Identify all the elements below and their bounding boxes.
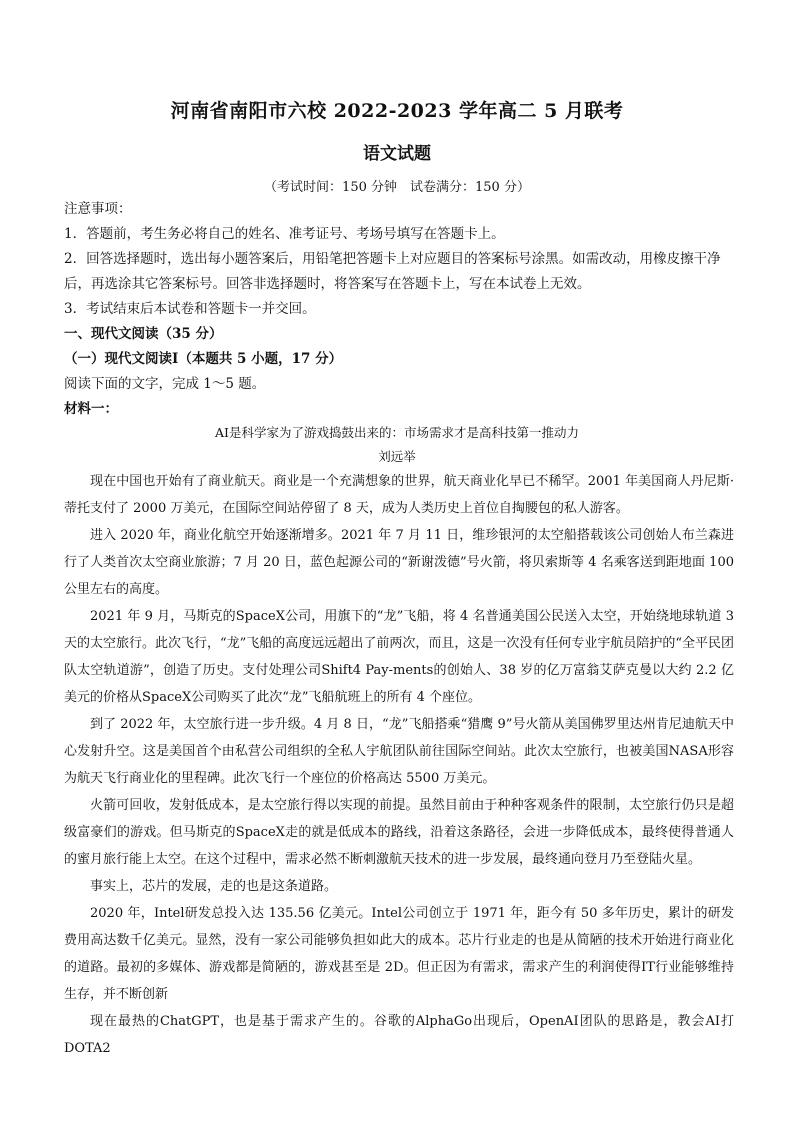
article-paragraph: 进入 2020 年，商业化航空开始逐渐增多。2021 年 7 月 11 日，维珍银河的太空船搭载该公司创始人布兰森进行了人类首次太空商业旅游；7 月 20 日，蓝色起源公司的“新谢泼德”号火箭，将贝索斯等 4 名乘客送到距地面 100 公里左右的高度。: [64, 528, 734, 597]
notice-item-1: 1．答题前，考生务必将自己的姓名、准考证号、考场号填写在答题卡上。: [64, 226, 505, 242]
article-paragraph: 到了 2022 年，太空旅行进一步升级。4 月 8 日，“龙”飞船搭乘“猎鹰 9”号火箭从美国佛罗里达州肯尼迪航天中心发射升空。这是美国首个由私营公司组织的全私人宇航团队前往国际空间站。此次太空旅行，也被美国NASA形容为航天飞行商业化的里程碑。此次飞行一个座位的价格高达 5500 万美元。: [64, 717, 734, 786]
article-paragraph: 事实上，芯片的发展，走的也是这条道路。: [90, 879, 338, 894]
exam-title: 河南省南阳市六校 2022-2023 学年高二 5 月联考: [170, 100, 624, 122]
article-author: 刘远举: [378, 449, 416, 464]
article-paragraph: 现在中国也开始有了商业航天。商业是一个充满想象的世界，航天商业化早已不稀罕。2001 年美国商人丹尼斯·蒂托支付了 2000 万美元，在国际空间站停留了 8 天，成为人类历史上首位自掏腰包的私人游客。: [64, 474, 734, 516]
article-paragraph: 火箭可回收，发射低成本，是太空旅行得以实现的前提。虽然目前由于种种客观条件的限制，太空旅行仍只是超级富豪们的游戏。但马斯克的SpaceX走的就是低成本的路线，沿着这条路径，会进一步降低成本，最终使得普通人的蜜月旅行能上太空。在这个过程中，需求必然不断刺激航天技术的进一步发展，最终通向登月乃至登陆火星。: [64, 798, 734, 867]
section-sub-heading: （一）现代文阅读I（本题共 5 小题，17 分）: [64, 351, 343, 367]
article-paragraph: 现在最热的ChatGPT，也是基于需求产生的。谷歌的AlphaGo出现后，OpenAI团队的思路是，教会AI打DOTA2: [64, 1014, 734, 1056]
article-paragraph: 2020 年，Intel研发总投入达 135.56 亿美元。Intel公司创立于 1971 年，距今有 50 多年历史，累计的研发费用高达数千亿美元。显然，没有一家公司能够负担如此大的成本。芯片行业走的也是从简陋的技术开始进行商业化的道路。最初的多媒体、游戏都是简陋的，游戏甚至是 2D。但正因为有需求，需求产生的利润使得IT行业能够维持生存，并不断创新: [64, 906, 734, 1002]
material-label: 材料一：: [64, 401, 118, 417]
article-title: AI是科学家为了游戏捣鼓出来的：市场需求才是高科技第一推动力: [215, 425, 579, 440]
exam-subject-title: 语文试题: [363, 144, 431, 164]
notice-heading: 注意事项：: [64, 201, 132, 217]
article-body: [64, 468, 734, 1062]
section-heading: 一、现代文阅读（35 分）: [64, 326, 223, 342]
exam-duration-info: （考试时间：150 分钟 试卷满分：150 分）: [264, 180, 530, 195]
article-paragraph: 2021 年 9 月，马斯克的SpaceX公司，用旗下的“龙”飞船，将 4 名普通美国公民送入太空，开始绕地球轨道 3 天的太空旅行。此次飞行，“龙”飞船的高度远远超出了前两次，而且，这是一次没有任何专业宇航员陪护的“全平民团队太空轨道游”，创造了历史。支付处理公司Shift4 Pay-ments的创始人、38 岁的亿万富翁艾萨克曼以大约 2.2 亿美元的价格从SpaceX公司购买了此次“龙”飞船航班上的所有 4 个座位。: [64, 609, 734, 705]
notice-item-2: 2．回答选择题时，选出每小题答案后，用铅笔把答题卡上对应题目的答案标号涂黑。如需改动，用橡皮擦干净后，再选涂其它答案标号。回答非选择题时，将答案写在答题卡上，写在本试卷上无效。: [64, 251, 721, 292]
notice-item-3: 3．考试结束后本试卷和答题卡一并交回。: [64, 301, 316, 317]
reading-instruction: 阅读下面的文字，完成 1～5 题。: [64, 376, 266, 392]
notice-section: [64, 197, 734, 422]
